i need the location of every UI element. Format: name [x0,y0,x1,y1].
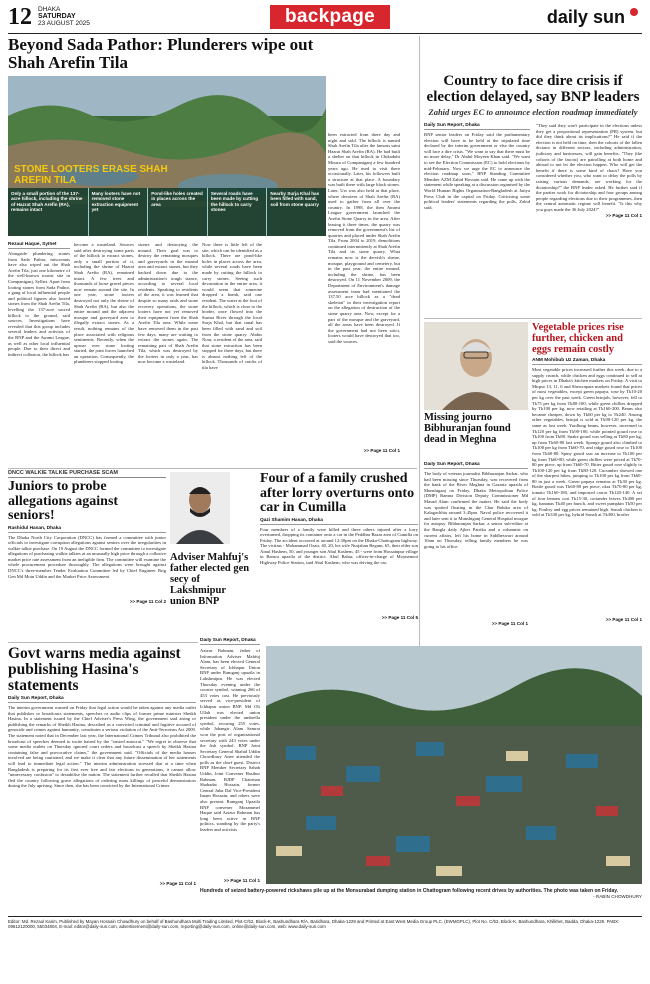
election-text-col1: BNP senior leaders on Friday said the parliamentary election will have to be held at the stipulated time declared by the interim government or else the country will face a dire crisis. "We want to say that there must be no more delay," Dr Abdul Moyeen Khan said. "We want to see the Election Commission (EC) to hold elections by mid-February. Now we urge the EC to announce the election roadmap soon," BNP Standing Committee Member AZM Zahid Hossain said. He came up with the statement while speaking at a discussion organised by the World Human Rights Organisation-Bangladesh at Jatiya Press Club in the capital on Friday. Criticising some political leaders' statements regarding the polls, Zahid said, [424,132,530,210]
lead-column-3: stones and destroying the mound. Their goal was to destroy the remaining mosques and graveyards in the mound area and extract stones, but they backed down due to the administration's tough stance, according to several local residents. Speaking to residents of the area, it was learned that despite so many raids and stone recovery operations, the stone looters have not yet removed their equipment from the Shah Arefin Tila area. While some have removed them in the past few days, many are waiting to extract the stones again. The remaining part of Shah Arefin Tila, which was destroyed by the looters in only a year, has now become a wasteland. [138,242,198,365]
caption-credit: - RABIN CHOWDHURY [593,894,642,899]
stat-item: Only a small portion of the 137-acre hillock, including the shrine of Hazrat Shah Arefin (RA), remains intact [8,188,89,236]
adviser-text-column [200,648,260,888]
sun-icon [630,8,638,16]
govt-headline: Govt warns media against publishing Hasina's statements [8,646,181,694]
juniors-continued[interactable]: >> Page 11 Col 2 [129,598,166,604]
vegetable-text: Most vegetable prices increased further this week, due to a supply crunch, while chicken and eggs continued to sell at high prices in Dhaka's kitchen markets on Friday. A visit to Mirpur 13, 11, 6 and Shewrapara markets found that prices of most vegetables, except green papaya, rose by Tk10-20 per kg over the past week. Green brinjals, however, fell to Tk75 per kg from Tk80-100, while green chillies dropped by Tk100 per kg, now retailing at Tk160-200. Beans also became cheaper, down by Tk60 per kg to Tk240. Among other vegetables, brinjal is sold at Tk90-120 per kg, the same as last week. Yardlong beans, however, increased to Tk120 per kg from Tk90-100, while pointed gourd rose to Tk100 from Tk80. Snake gourd was selling at Tk80 per kg, up from Tk60-80 last week. Sponge gourd also climbed to Tk100 per kg from Tk60-70, and ridge gourd rose to Tk100 from Tk60-80. Spiny gourd saw an increase to Tk100 per kg from Tk60-80, while green chillies were priced at Tk70-80 per piece, up from Tk60-70. Bitter gourd rose slightly to Tk100-120 per kg from Tk80-120. Cucumber showed one of the sharpest hikes, jumping to Tk100 per kg from Tk60-80 in just a week. Green papaya remains at Tk30 per kg. Bottle gourd was Tk60-80 per piece, okra Tk70-80 per kg, tomato Tk160-180, and imported carrot Tk120-140. A set of four lemons cost Tk15-30, coriander leaves Tk400 per kg, bananas Tk40 per bunch, and sweet pumpkin Tk50 per kg. Poultry and egg prices remained high. Sonali chicken is sold at Tk330 per kg, hybrid Sonali at Tk300, broiler [532,367,642,518]
stat-item: Nearby Surja Khal has been filled with sand, soil from stone quarry [270,191,320,207]
divider [8,468,417,469]
juniors-text: The Dhaka North City Corporation (DNCC) has formed a committee with junior officials to investigate corruption allegations against seniors over the irregularities in walkie talkie purchase. On 19 August the DNCC formed the committee to investigate allegations of purchasing walkie talkies at an unusually high price through a collusive market price rate assessment from an ineligible firm. The committee will examine the whole procurement procedure thoroughly. The allegations were brought against DNCC's three-member Tender Evaluation Committee led by Chief Engineer Brig Gen Md Moin Uddin and the Market Price Assessment [8,534,166,579]
cumilla-byline: Qazi Shamim Hasan, Dhaka [260,518,418,525]
govt-continued[interactable]: >> Page 11 Col 1 [159,881,196,886]
missing-text: The body of veteran journalist Bibhuranjan Sarkar, who had been missing since Thursday, was recovered from the bank of the River Meghna in Gazaria upazila of Munshiganj on Friday. Dhaka Metropolitan Police (DMP) Ramna Division Deputy Commissioner Md Masud Alam confirmed the matter. He said the body was spotted floating in the Char Baluka area of Kalagachhia around 3.45pm. Naval police recovered it and later sent it to Munshiganj General Hospital morgue for autopsy. Bibhuranjan Sarkar, a senior sub-editor at the Bangla daily Ajker Patrika and a columnist on current affairs, left his home in Siddheswari around 10am on Thursday, telling family members he was going to his office. [424,471,528,549]
lead-byline: Rezaul Haque, Sylhet [8,242,70,249]
lead-graphic [8,76,326,236]
election-continued[interactable]: >> Page 11 Col 1 [605,212,642,218]
dateline-day: SATURDAY [38,13,76,20]
election-story [424,74,642,314]
vegetable-byline: ANM Mohibub Uz Zaman, Dhaka [532,358,642,365]
election-columns [424,123,642,218]
brand-sun: sun [592,7,625,27]
missing-headline: Missing journo Bibhuranjan found dead in Meghna [424,412,511,445]
election-text-col2: "They said they won't participate in the elections unless they get a proportional representation (PR) system, but did they think about its implications?" He said if the election is not held on time, then the cohorts of the fallen dictator in different sectors, including administration, judiciary and businesses, will gain benefits. "They (the cohorts of the fascist) are patrolling at both home and abroad to not let the election happen. Who will get the benefit if there is some kind of chaos? Have you considered whether you, who want to delay the polls by raising various demands, are working for the dictatorship?" the BNP leader asked. He further said if the parties work for dictatorship and four groups among people regarding elections due to their programmes, then the central automatic regime will benefit. "Is this why you guys made the 36 July 2024?" [536,123,642,212]
missing-byline: Daily Sun Report, Dhaka [424,462,528,469]
adviser-byline: Daily Sun Report, Dhaka [200,638,260,645]
stat-item: Many looters have not removed stone extraction equipment yet [89,188,149,236]
lead-text-col5: been extracted from there day and night and sold. The hillock is named Shah Arefin Tila after the famous saint Hazrat Shah Arefin (RA). He had built a shelter on that hillock in Chikadubi Mouza of Companiganj a few hundred years ago. He used to visit there occasionally. Later, his followers built a structure at that place. A boundary was built there with large black stones. Later, Urs was also held at that place, where devotees of Shah Arefin (RA) used to gather from all over the country. In 1998, the then Awami League government launched the Arefin Stone Quarry in the area. After leasing it three times, the quarry was removed from the government's list of quarries and placed under Shah Arefin Tila. From 2004 to 2019, demolitions continued intermittently at Shah Arefin Tila and its stone quarry. What remains now is the dervish's shrine, mosque, playground and cemetery, but in the past year, the entire mound, including the shrine, has been destroyed. On 11 November 2009, the Department of Environment's damage assessment team had mentioned the 137.50 acre hillock as a "dead skeleton" in their investigation report on the allegation of destruction of the stone quarry area. Now, except for a part of the mosque and the graveyard, all the areas have been destroyed. If the government had not been strict, looters would have destroyed that too, said the sources. [328,132,400,344]
graphic-title: STONE LOOTERS ERASE SHAH AREFIN TILA [14,164,168,186]
adviser-photo [170,472,230,544]
lead-continued[interactable]: >> Page 11 Col 1 [363,448,400,453]
stat-item: Several roads have been made by cutting the hillock to carry stones [208,188,268,236]
lead-column-1 [8,242,70,462]
lead-text-col1: Alongside plundering stones from Sada Pathor, miscreants have also wiped out the Shah Arefin Tila, just one kilometre of the well-known tourist site in Companiganj, Sylhet. Apart from looting stones from Sada Pathor, a gang of local influential people and political figures also looted stones from the Shah Arefin Tila, levelling the 137-acre sacred hillock to the ground, said sources. Investigations have revealed that this group includes several leaders and activists of the BNP and the Awami League, as well as other local influential people. Due to their direct and indirect collusion, the hillock has [8,251,70,357]
footer-rule [8,916,642,917]
lead-story [8,36,417,466]
lead-column-4 [202,242,262,462]
footer: Editor: Md. Rezaul Karim, Published by Mayan Hossain Chowdhury on behalf of Bashundhara Multi Trading Limited, Plot-C/52, Block-K, Bashundhara R/A, Baridhara, Dhaka-1229 and Printed at East West Media Group PLC. (EWMGPLC), Plot No. C/52, Block-K, Bashundhara, Khilkhet, Badda, Dhaka-1229. PABX: 09612120000, 55034804, E-mail: editor@daily-sun.com, advertisement@daily-sun.com, reporting@daily-sun.com, online@daily-sun.com, web: www.daily-sun.com [8,919,620,930]
portrait-illustration [170,472,230,544]
lead-column-5 [328,132,400,462]
election-byline: Daily Sun Report, Dhaka [424,123,530,130]
election-col-1 [424,123,530,218]
missing-body [424,462,528,632]
juniors-story [8,470,166,638]
journalist-photo [424,322,528,410]
cumilla-story [260,472,418,642]
page-number: 12 [8,4,32,30]
cumilla-headline: Four of a family crushed after lorry overturns onto car in Cumilla [260,472,415,515]
govt-text: The interim government warned on Friday that legal action would be taken against any media outlet that publishes or broadcasts statements, speeches or audio clips of former prime minister Sheikh Hasina. In a statement issued by the Chief Adviser's Press Wing, the government said airing or publishing the remarks of Sheikh Hasina, described as a convicted criminal and fugitive accused of genocide and crimes against humanity, constitutes a serious violation of the Anti-Terrorism Act 2009. The statement noted that in December last year, the International Crimes Tribunal also prohibited the broadcast of speeches deemed to incite hatred by the "ousted autocrat." "We regret to observe that some media outlets on Thursday ignored court orders and broadcast a speech by Sheikh Hasina containing false and provocative claims," the government said. "Officials of the media houses involved are being cautioned, and we make it clear that any future dissemination of her statements will lead to immediate legal action." The interim administration stressed that at a time when Bangladesh is preparing for its first ever free and fair elections in generations, it cannot allow "unnecessary confusion" to destabilise the nation. The statement further recalled that Sheikh Hasina fled the country following grave allegations of ordering mass killings of peaceful demonstrators during the July uprising. Since then, she has been convicted by the International Crimes [8,705,196,789]
portrait-illustration [424,322,528,410]
rickshaw-photo [266,646,642,884]
divider [424,318,642,319]
vegetable-continued[interactable]: >> Page 11 Col 1 [605,617,642,622]
masthead [8,4,642,30]
dateline-date: 23 AUGUST 2025 [38,20,90,27]
adviser-story [170,472,254,642]
cumilla-continued[interactable]: >> Page 11 Col 5 [381,614,418,620]
brand-daily: daily [546,7,588,27]
juniors-label: DNCC WALKIE TALKIE PURCHASE SCAM [8,470,166,478]
rickshaw-pile-illustration [266,646,642,884]
graphic-stats [8,188,326,236]
election-subhead: Zahid urges EC to announce election roadmap immediately [428,107,638,117]
missing-continued[interactable]: >> Page 11 Col 1 [491,621,528,626]
govt-story [8,646,196,892]
lead-column-2: become a wasteland. Sources said after destroying some parts of the hillock to extract stones, only a small portion of it, including the shrine of Hazrat Shah Arefin (RA), remained intact. A few trees and thousands of loose gravel pieces now remain around the site. In one year, stone looters destroyed not only the shrine of Shah Arefin (RA), but also the entire mound and the adjacent mosque and graveyard area to illegally extract stones. As a result, nothing remains of the place associated with religious sentiments. Recently, when the uproar over stone looting started, the joint forces launched an operation. Consequently, the plunderers stopped looting [74,242,134,365]
adviser-headline: Adviser Mahfuj's father elected gen secy of Lakshmipur union BNP [170,552,250,607]
caption-text: Hundreds of seized battery-powered rickshaws pile up at the Monsurabad dumping station in Chattogram following recent drives by authorities. The photo was taken on Friday. [200,888,619,894]
dateline-city: DHAKA [38,6,61,13]
dateline [38,6,90,27]
govt-byline: Daily Sun Report, Dhaka [8,696,196,703]
cumilla-text: Four members of a family were killed and three others injured after a lorry overturned, dropping its container onto a car in the Peddhar Bazar area of Cumilla on Friday. The accident occurred at around 12:30pm on the Dhaka-Chattogram highway. The victims - Mohammad Ozair, 40, 20, his wife Nurjahan Begum, 65, their elder son Ainul Hashem, 50, and younger son Abul Kashem, 45 - were from Hossainpur village in Barura upazila of the district. Abul Bahar, officer-in-charge of Moynamoti Highway Police Station, said Abul Kashem, who was driving the car, [260,526,418,566]
election-headline: Country to face dire crisis if election delayed, say BNP leaders [426,74,640,105]
juniors-headline: Juniors to probe allegations against seniors! [8,479,119,523]
section-banner [270,5,390,29]
election-col-2 [536,123,642,218]
section-title: backpage [284,6,376,27]
photo-caption [200,888,642,910]
divider [8,642,198,643]
masthead-rule [8,33,642,34]
lead-text-col4: Now there is little left of the site, which can be identified as a hillock. There are pond-like holes in places across the area, while several roads have been made by cutting the hillock to carry stones. Seeing such devastation in the entire area, it would seem that someone dropped a bomb, said one resident. The water at the foot of the hillock, which is close to the border, once flowed into the Surma River through the local Surja Khal, but that canal has been filled with sand and soil from the stone quarry. Abdus Nour, a resident of the area, said that stone extraction has been stopped for three days, but there is almost nothing left of the hillock. Thousands of cracks of tila have [202,242,262,371]
missing-story [424,322,528,632]
stat-item: Pond-like holes created in places across the area [148,188,208,236]
vegetable-headline: Vegetable prices rise further, chicken and eggs remain costly [532,322,624,355]
adviser-continued[interactable]: >> Page 11 Col 1 [223,878,260,883]
vegetable-story [532,322,642,646]
adviser-text: Azizur Rahman, father of Information Adviser Mahfuj Alam, has been elected General Secretary of Ichhapur Union BNP under Ramganj upazila in Lakshmipur. He was elected Thursday evening under the cooster symbol, winning 266 of 453 votes cast. He previously served as vice-president of Ichhapur union BNP. Md Oli Ullah was elected union president under the umbrella symbol, securing 255 votes, while Jahangir Alam Samrat won the post of organisational secretary with 243 votes under the fish symbol. BNP Joint Secretary General Shahid Uddin Chowdhury Anee attended the polls as the chief guest. District BNP Member Secretary Sahab Uddin, Joint Convener Hasibur Rahman, BJDP Chairman Shahadat Hossain, former Central Juba Dal Vice-President Imam Hossain, and others were also present. Ramganj Upazila BNP convener Mozammel Haque said Azizur Rahman has long been active in BNP politics, standing by the party's leaders and activists [200,648,260,832]
brand-logo[interactable] [547,6,638,28]
juniors-byline: Rashidul Hasan, Dhaka [8,526,166,533]
lead-headline: Beyond Sada Pathor: Plunderers wipe out Shah Arefin Tila [8,36,314,72]
